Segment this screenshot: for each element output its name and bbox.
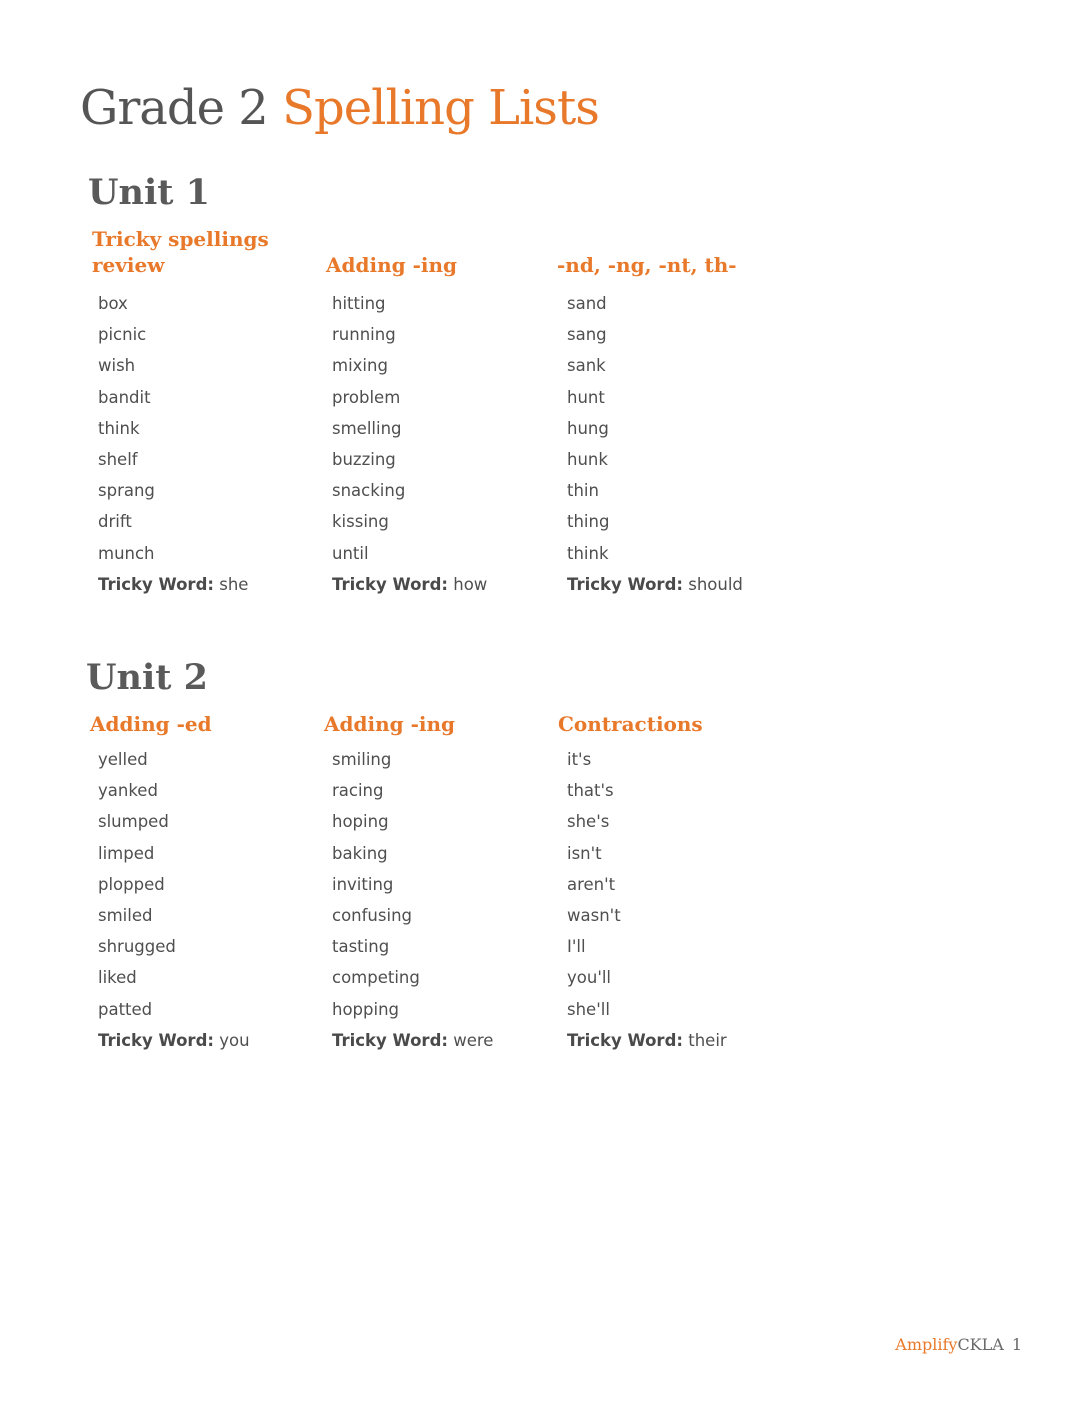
page-title-grade: Grade 2 (80, 80, 268, 136)
unit-1-column-2-word-list (332, 288, 487, 600)
list-item: smiling (332, 750, 392, 769)
tricky-word-item (332, 569, 487, 600)
list-item: sank (567, 356, 606, 376)
tricky-word-label: Tricky Word: (98, 1030, 214, 1050)
list-item: baking (332, 843, 388, 863)
list-item: snacking (332, 481, 406, 501)
unit-2-column-2-heading: Adding -ing (324, 712, 455, 736)
list-item: bandit (98, 387, 151, 407)
tricky-word-item (98, 569, 248, 600)
list-item: smiled (98, 905, 153, 925)
tricky-word-label: Tricky Word: (332, 574, 448, 594)
list-item: problem (332, 387, 401, 407)
unit-1-heading: Unit 1 (88, 172, 210, 213)
tricky-word: were (453, 1030, 494, 1050)
unit-1-column-2-heading: Adding -ing (326, 253, 457, 277)
list-item: isn't (567, 843, 602, 863)
list-item: it's (567, 750, 592, 769)
list-item: limped (98, 843, 155, 863)
list-item: hoping (332, 812, 389, 832)
list-item: picnic (98, 325, 147, 345)
tricky-word-item (567, 569, 743, 600)
unit-2-column-3-heading: Contractions (558, 712, 703, 736)
tricky-word-label: Tricky Word: (98, 574, 214, 594)
list-item: wish (98, 356, 136, 376)
unit-2-column-1-heading: Adding -ed (90, 712, 212, 736)
unit-1-column-1-heading: Tricky spellings review (92, 227, 269, 277)
list-item: hunt (567, 387, 605, 407)
list-item: she'll (567, 999, 610, 1019)
list-item: buzzing (332, 449, 396, 469)
list-item: that's (567, 781, 614, 801)
list-item: patted (98, 999, 153, 1019)
tricky-word-label: Tricky Word: (567, 574, 683, 594)
list-item: hung (567, 418, 609, 438)
unit-2-column-3-word-list (567, 744, 727, 1056)
list-item: think (98, 418, 140, 438)
list-item: hunk (567, 449, 608, 469)
tricky-word: how (453, 574, 488, 594)
unit-1-column-3-word-list (567, 288, 743, 600)
list-item: tasting (332, 937, 390, 957)
unit-2-column-2-word-list (332, 744, 493, 1056)
tricky-word-item (98, 1025, 250, 1056)
tricky-word: should (688, 574, 743, 594)
list-item: until (332, 543, 369, 563)
list-item: box (98, 294, 128, 313)
page-title-subject: Spelling Lists (282, 80, 599, 136)
page-title (80, 78, 599, 138)
tricky-word: she (219, 574, 249, 594)
tricky-word: their (688, 1030, 727, 1050)
list-item: yanked (98, 781, 158, 801)
list-item: sprang (98, 481, 155, 501)
tricky-word-label: Tricky Word: (332, 1030, 448, 1050)
list-item: confusing (332, 905, 413, 925)
list-item: racing (332, 781, 384, 801)
list-item: shrugged (98, 937, 176, 957)
list-item: yelled (98, 750, 148, 769)
list-item: thing (567, 512, 610, 532)
list-item: thin (567, 481, 599, 501)
list-item: inviting (332, 874, 394, 894)
list-item: you'll (567, 968, 612, 988)
tricky-word-label: Tricky Word: (567, 1030, 683, 1050)
list-item: drift (98, 512, 132, 532)
unit-2-column-1-word-list (98, 744, 250, 1056)
list-item: competing (332, 968, 420, 988)
list-item: hitting (332, 294, 386, 313)
list-item: I'll (567, 937, 586, 957)
list-item: think (567, 543, 609, 563)
unit-1-column-1-word-list (98, 288, 248, 600)
tricky-word-item (332, 1025, 493, 1056)
footer-product: CKLA (957, 1335, 1004, 1354)
list-item: kissing (332, 512, 389, 532)
unit-2-heading: Unit 2 (86, 657, 208, 698)
footer-brand: Amplify (895, 1335, 958, 1354)
list-item: shelf (98, 449, 138, 469)
list-item: smelling (332, 418, 402, 438)
list-item: sand (567, 294, 607, 313)
page-footer (895, 1334, 1022, 1356)
tricky-word: you (219, 1030, 250, 1050)
list-item: plopped (98, 874, 165, 894)
list-item: liked (98, 968, 137, 988)
list-item: running (332, 325, 396, 345)
list-item: aren't (567, 874, 616, 894)
list-item: she's (567, 812, 610, 832)
page-number: 1 (1011, 1335, 1022, 1354)
list-item: slumped (98, 812, 169, 832)
tricky-word-item (567, 1025, 727, 1056)
list-item: sang (567, 325, 607, 345)
list-item: munch (98, 543, 155, 563)
unit-1-column-3-heading: -nd, -ng, -nt, th- (557, 253, 737, 277)
list-item: wasn't (567, 905, 621, 925)
list-item: hopping (332, 999, 400, 1019)
list-item: mixing (332, 356, 388, 376)
